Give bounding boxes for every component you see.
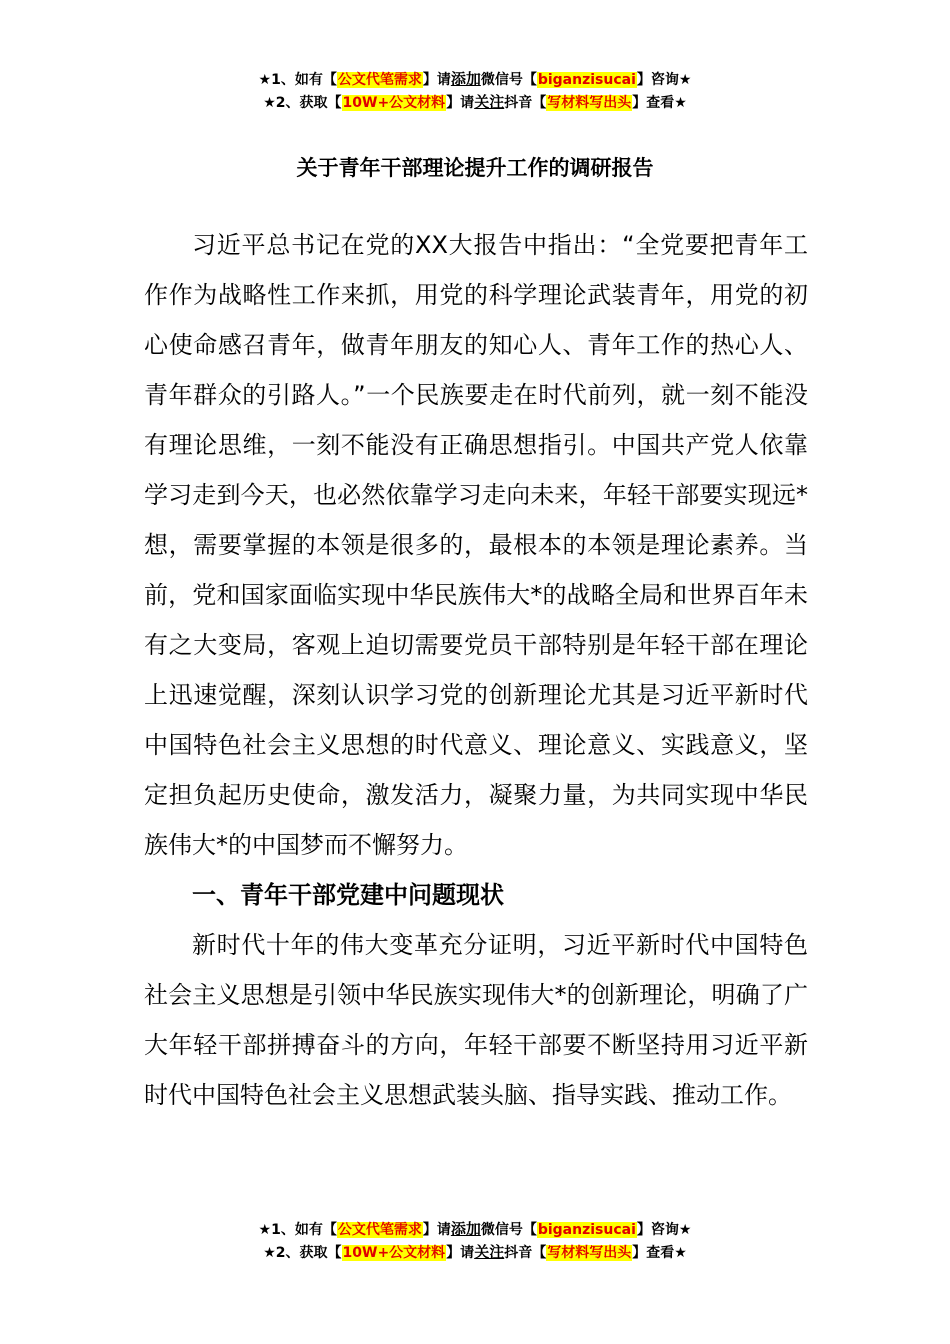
banner-line-1 [0,1218,950,1241]
banner-highlight: 写材料写出头 [547,95,632,111]
banner-text: 】请 [446,1245,475,1261]
banner-highlight: biganzisucai [537,1222,636,1238]
banner-text: 】咨询★ [636,1222,692,1238]
banner-highlight: 公文代笔需求 [337,1222,422,1238]
banner-text: 抖音【 [504,1245,547,1261]
banner-text: ★2、获取【 [263,95,342,111]
banner-text: 】请 [446,95,475,111]
document-title: 关于青年干部理论提升工作的调研报告 [296,156,654,180]
banner-text: 】查看★ [632,95,687,111]
banner-highlight: 公文代笔需求 [337,72,422,88]
banner-text: ★1、如有【 [258,1222,337,1238]
banner-text: ★1、如有【 [258,72,337,88]
bottom-banner [0,1218,950,1264]
banner-underlined: 关注 [474,93,505,111]
banner-text: 】请 [422,72,451,88]
banner-text: ★2、获取【 [263,1245,342,1261]
banner-line-2 [0,1241,950,1264]
banner-highlight: 10W+公文材料 [342,95,446,111]
paragraph-section-1: 新时代十年的伟大变革充分证明，习近平新时代中国特色社会主义思想是引领中华民族实现伟大*的创新理论，明确了广大年轻干部拼搏奋斗的方向，年轻干部要不断坚持用习近平新时代中国特色社会主义思想武装头脑、指导实践、推动工作。 [144,931,808,1109]
paragraph-intro: 习近平总书记在党的XX大报告中指出：“全党要把青年工作作为战略性工作来抓，用党的科学理论武装青年，用党的初心使命感召青年，做青年朋友的知心人、青年工作的热心人、青年群众的引路人。”一个民族要走在时代前列，就一刻不能没有理论思维，一刻不能没有正确思想指引。中国共产党人依靠学习走到今天，也必然依靠学习走向未来，年轻干部要实现远*想，需要掌握的本领是很多的，最根本的本领是理论素养。当前，党和国家面临实现中华民族伟大*的战略全局和世界百年未有之大变局，客观上迫切需要党员干部特别是年轻干部在理论上迅速觉醒，深刻认识学习党的创新理论尤其是习近平新时代中国特色社会主义思想的时代意义、理论意义、实践意义，坚定担负起历史使命，激发活力，凝聚力量，为共同实现中华民族伟大*的中国梦而不懈努力。 [144,231,808,859]
banner-highlight: biganzisucai [537,72,636,88]
banner-highlight: 10W+公文材料 [342,1245,446,1261]
banner-highlight: 写材料写出头 [547,1245,632,1261]
banner-underlined: 添加 [450,70,481,88]
banner-underlined: 添加 [450,1220,481,1238]
banner-text: 】查看★ [632,1245,687,1261]
document-body [144,220,808,1120]
banner-text: 抖音【 [504,95,547,111]
banner-text: 微信号【 [480,1222,537,1238]
banner-text: 】咨询★ [636,72,692,88]
banner-line-1 [0,68,950,91]
banner-text: 微信号【 [480,72,537,88]
banner-text: 】请 [422,1222,451,1238]
banner-line-2 [0,91,950,114]
banner-underlined: 关注 [474,1243,505,1261]
top-banner [0,68,950,114]
section-heading: 一、青年干部党建中问题现状 [192,881,504,909]
